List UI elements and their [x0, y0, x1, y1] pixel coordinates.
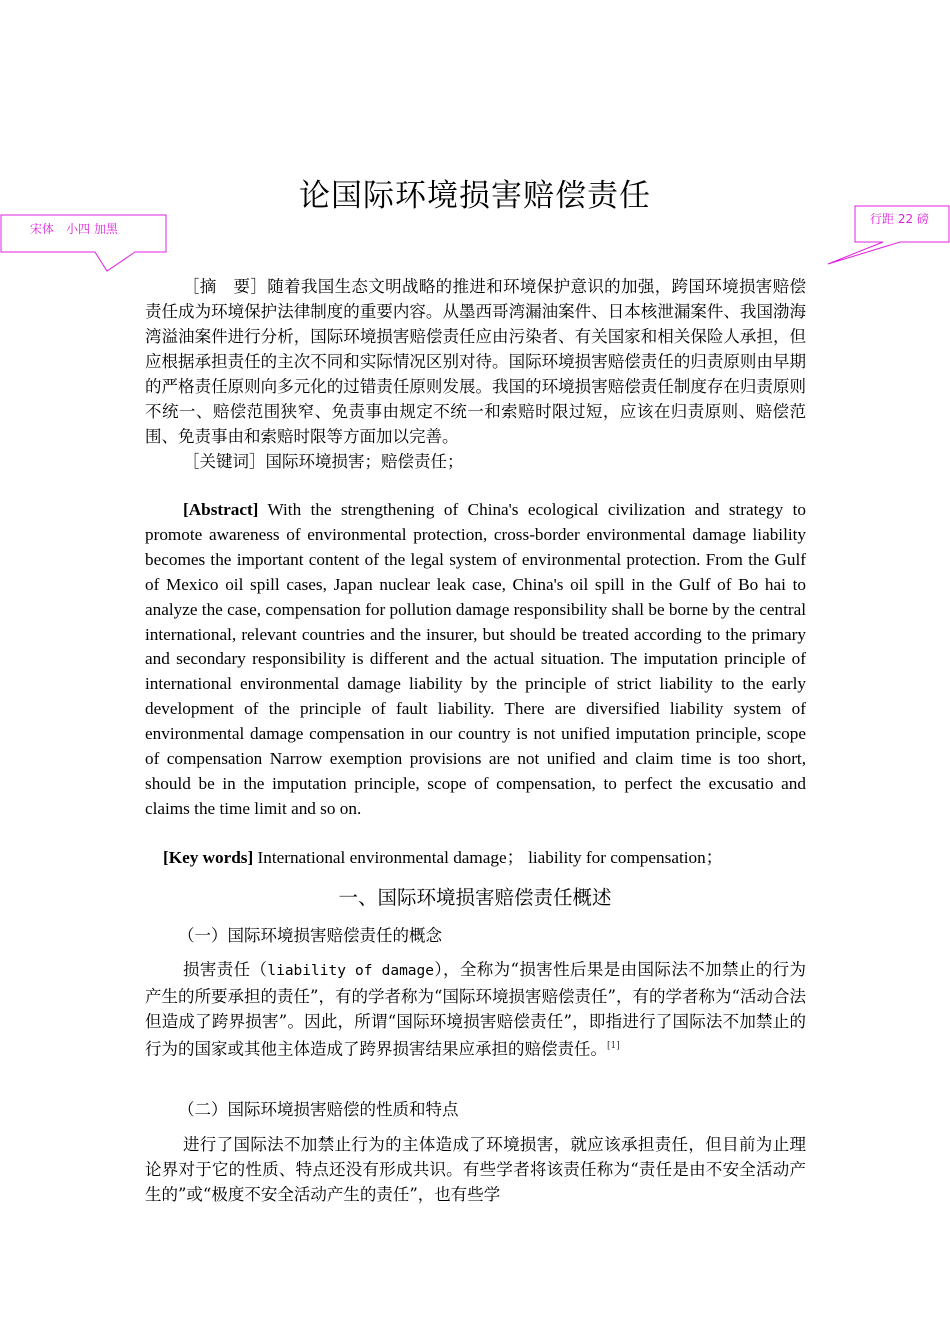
- left-callout-label: 宋体 小四 加黑: [30, 222, 118, 236]
- abstract-cn-label: ［摘 要］: [182, 277, 268, 296]
- page-title: 论国际环境损害赔偿责任: [299, 178, 651, 214]
- subsection-2-body: [145, 1132, 806, 1207]
- paragraph-concept-term: liability of damage: [267, 963, 434, 979]
- abstract-cn-block: [145, 274, 806, 474]
- abstract-cn: [145, 274, 806, 449]
- keywords-cn-label: ［关键词］: [182, 452, 266, 471]
- subsection-heading-1: （一）国际环境损害赔偿责任的概念: [178, 926, 442, 945]
- paragraph-concept-part1: 损害责任（: [182, 960, 268, 979]
- paragraph-concept: [145, 957, 806, 1062]
- paragraph-nature: 进行了国际法不加禁止行为的主体造成了环境损害，就应该承担责任，但目前为止理论界对于它的性质、特点还没有形成共识。有些学者将该责任称为“责任是由不安全活动产生的”或“极度不安全活动产生的责任”，也有些学: [145, 1135, 806, 1204]
- footnote-ref[interactable]: [1]: [607, 1041, 620, 1051]
- paragraph-concept-part2: ），全称为“损害性后果是由国际法不加禁止的行为产生的所要承担的责任”，有的学者称为“国际环境损害赔偿责任”，有的学者称为“活动合法但造成了跨界损害”。因此，所谓“国际环境损害赔偿责任”，即指进行了国际法不加禁止的行为的国家或其他主体造成了跨界损害结果应承担的赔偿责任。: [145, 960, 807, 1059]
- keywords-cn: [145, 449, 806, 474]
- abstract-en: [145, 498, 806, 822]
- abstract-en-text: With the strengthening of China's ecological civilization and strategy to promote awareness of environmental protection, cross-border environmental damage liability becomes the important content of the legal system of environmental protection. From the Gulf of Mexico oil spill cases, Japan nuclear leak case, China's oil spill in the Gulf of Bo hai to analyze the case, compensation for pollution damage responsibility shall be borne by the central international, relevant countries and the insurer, but should be treated according to the primary and secondary responsibility is different and the actual situation. The imputation principle of international environmental damage liability by the principle of strict liability to the early development of the principle of fault liability. There are diversified liability system of environmental damage compensation in our country is not unified imputation principle, scope of compensation Narrow exemption provisions are not unified and claim time is too short, should be in the imputation principle, scope of compensation, to perfect the excusatio and claims the time limit and so on.: [145, 500, 806, 818]
- subsection-heading-2: （二）国际环境损害赔偿的性质和特点: [178, 1100, 459, 1119]
- right-callout-label: 行距 22 磅: [870, 212, 929, 226]
- subsection-1-body: [145, 957, 806, 1062]
- abstract-en-label: [Abstract]: [183, 500, 259, 519]
- keywords-en: [163, 846, 823, 871]
- section-heading: 一、国际环境损害赔偿责任概述: [338, 886, 612, 909]
- abstract-cn-text: 随着我国生态文明战略的推进和环境保护意识的加强，跨国环境损害赔偿责任成为环境保护法律制度的重要内容。从墨西哥湾漏油案件、日本核泄漏案件、我国渤海湾溢油案件进行分析，国际环境损害赔偿责任应由污染者、有关国家和相关保险人承担，但应根据承担责任的主次不同和实际情况区别对待。国际环境损害赔偿责任的归责原则由早期的严格责任原则向多元化的过错责任原则发展。我国的环境损害赔偿责任制度存在归责原则不统一、赔偿范围狭窄、免责事由规定不统一和索赔时限过短，应该在归责原则、赔偿范围、免责事由和索赔时限等方面加以完善。: [145, 277, 807, 446]
- keywords-en-text: International environmental damage； liability for compensation；: [253, 848, 723, 867]
- keywords-cn-text: 国际环境损害；赔偿责任；: [265, 452, 464, 471]
- abstract-en-block: [145, 498, 806, 822]
- keywords-en-label: [Key words]: [163, 848, 254, 867]
- keywords-en-block: [163, 846, 823, 871]
